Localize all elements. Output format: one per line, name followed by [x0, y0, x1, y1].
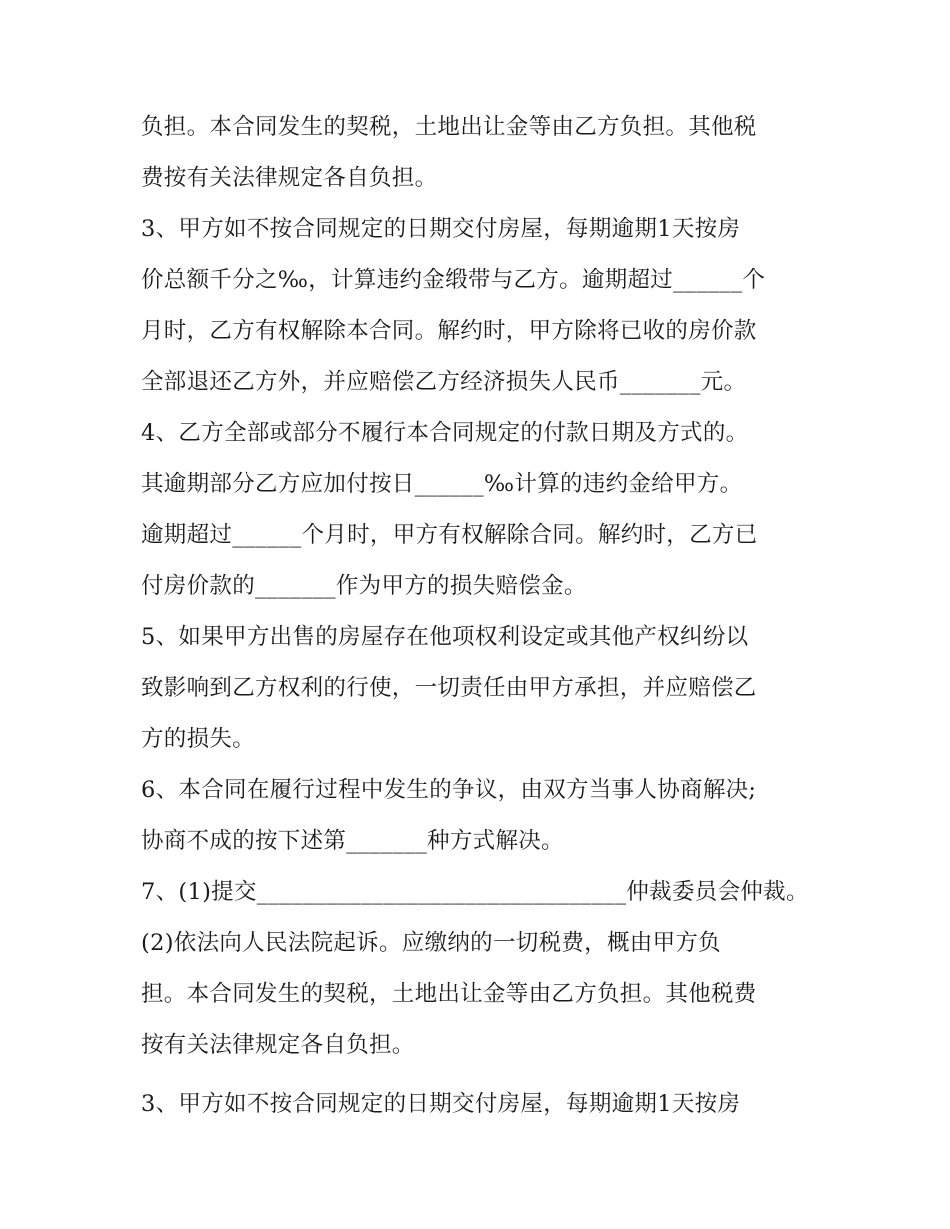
- text-line: 3、甲方如不按合同规定的日期交付房屋，每期逾期1天按房: [141, 216, 741, 242]
- text-line: 7、(1)提交________________________________仲裁委员会仲裁。: [141, 879, 809, 905]
- contract-text: [141, 102, 831, 1130]
- text-line: 负担。本合同发生的契税，土地出让金等由乙方负担。其他税: [141, 114, 757, 140]
- text-line: 按有关法律规定各自负担。: [141, 1032, 415, 1058]
- text-line: 3、甲方如不按合同规定的日期交付房屋，每期逾期1天按房: [141, 1091, 741, 1117]
- text-line: 其逾期部分乙方应加付按日______‰计算的违约金给甲方。: [141, 471, 743, 497]
- text-line: 方的损失。: [141, 726, 256, 752]
- text-line: 价总额千分之‰，计算违约金缎带与乙方。逾期超过______个: [141, 267, 766, 293]
- text-line: 全部退还乙方外，并应赔偿乙方经济损失人民币_______元。: [141, 369, 747, 395]
- text-line: 费按有关法律规定各自负担。: [141, 165, 438, 191]
- text-line: 5、如果甲方出售的房屋存在他项权利设定或其他产权纠纷以: [141, 624, 749, 650]
- text-line: 协商不成的按下述第_______种方式解决。: [141, 828, 564, 854]
- text-line: 月时，乙方有权解除本合同。解约时，甲方除将已收的房价款: [141, 318, 757, 344]
- text-line: 4、乙方全部或部分不履行本合同规定的付款日期及方式的。: [141, 420, 749, 446]
- text-line: 致影响到乙方权利的行使，一切责任由甲方承担，并应赔偿乙: [141, 675, 757, 701]
- text-line: 付房价款的_______作为甲方的损失赔偿金。: [141, 573, 587, 599]
- text-line: 逾期超过______个月时，甲方有权解除合同。解约时，乙方已: [141, 522, 758, 548]
- text-line: 6、本合同在履行过程中发生的争议，由双方当事人协商解决;: [141, 777, 757, 803]
- text-line: 担。本合同发生的契税，土地出让金等由乙方负担。其他税费: [141, 981, 757, 1007]
- text-line: (2)依法向人民法院起诉。应缴纳的一切税费，概由甲方负: [141, 930, 721, 956]
